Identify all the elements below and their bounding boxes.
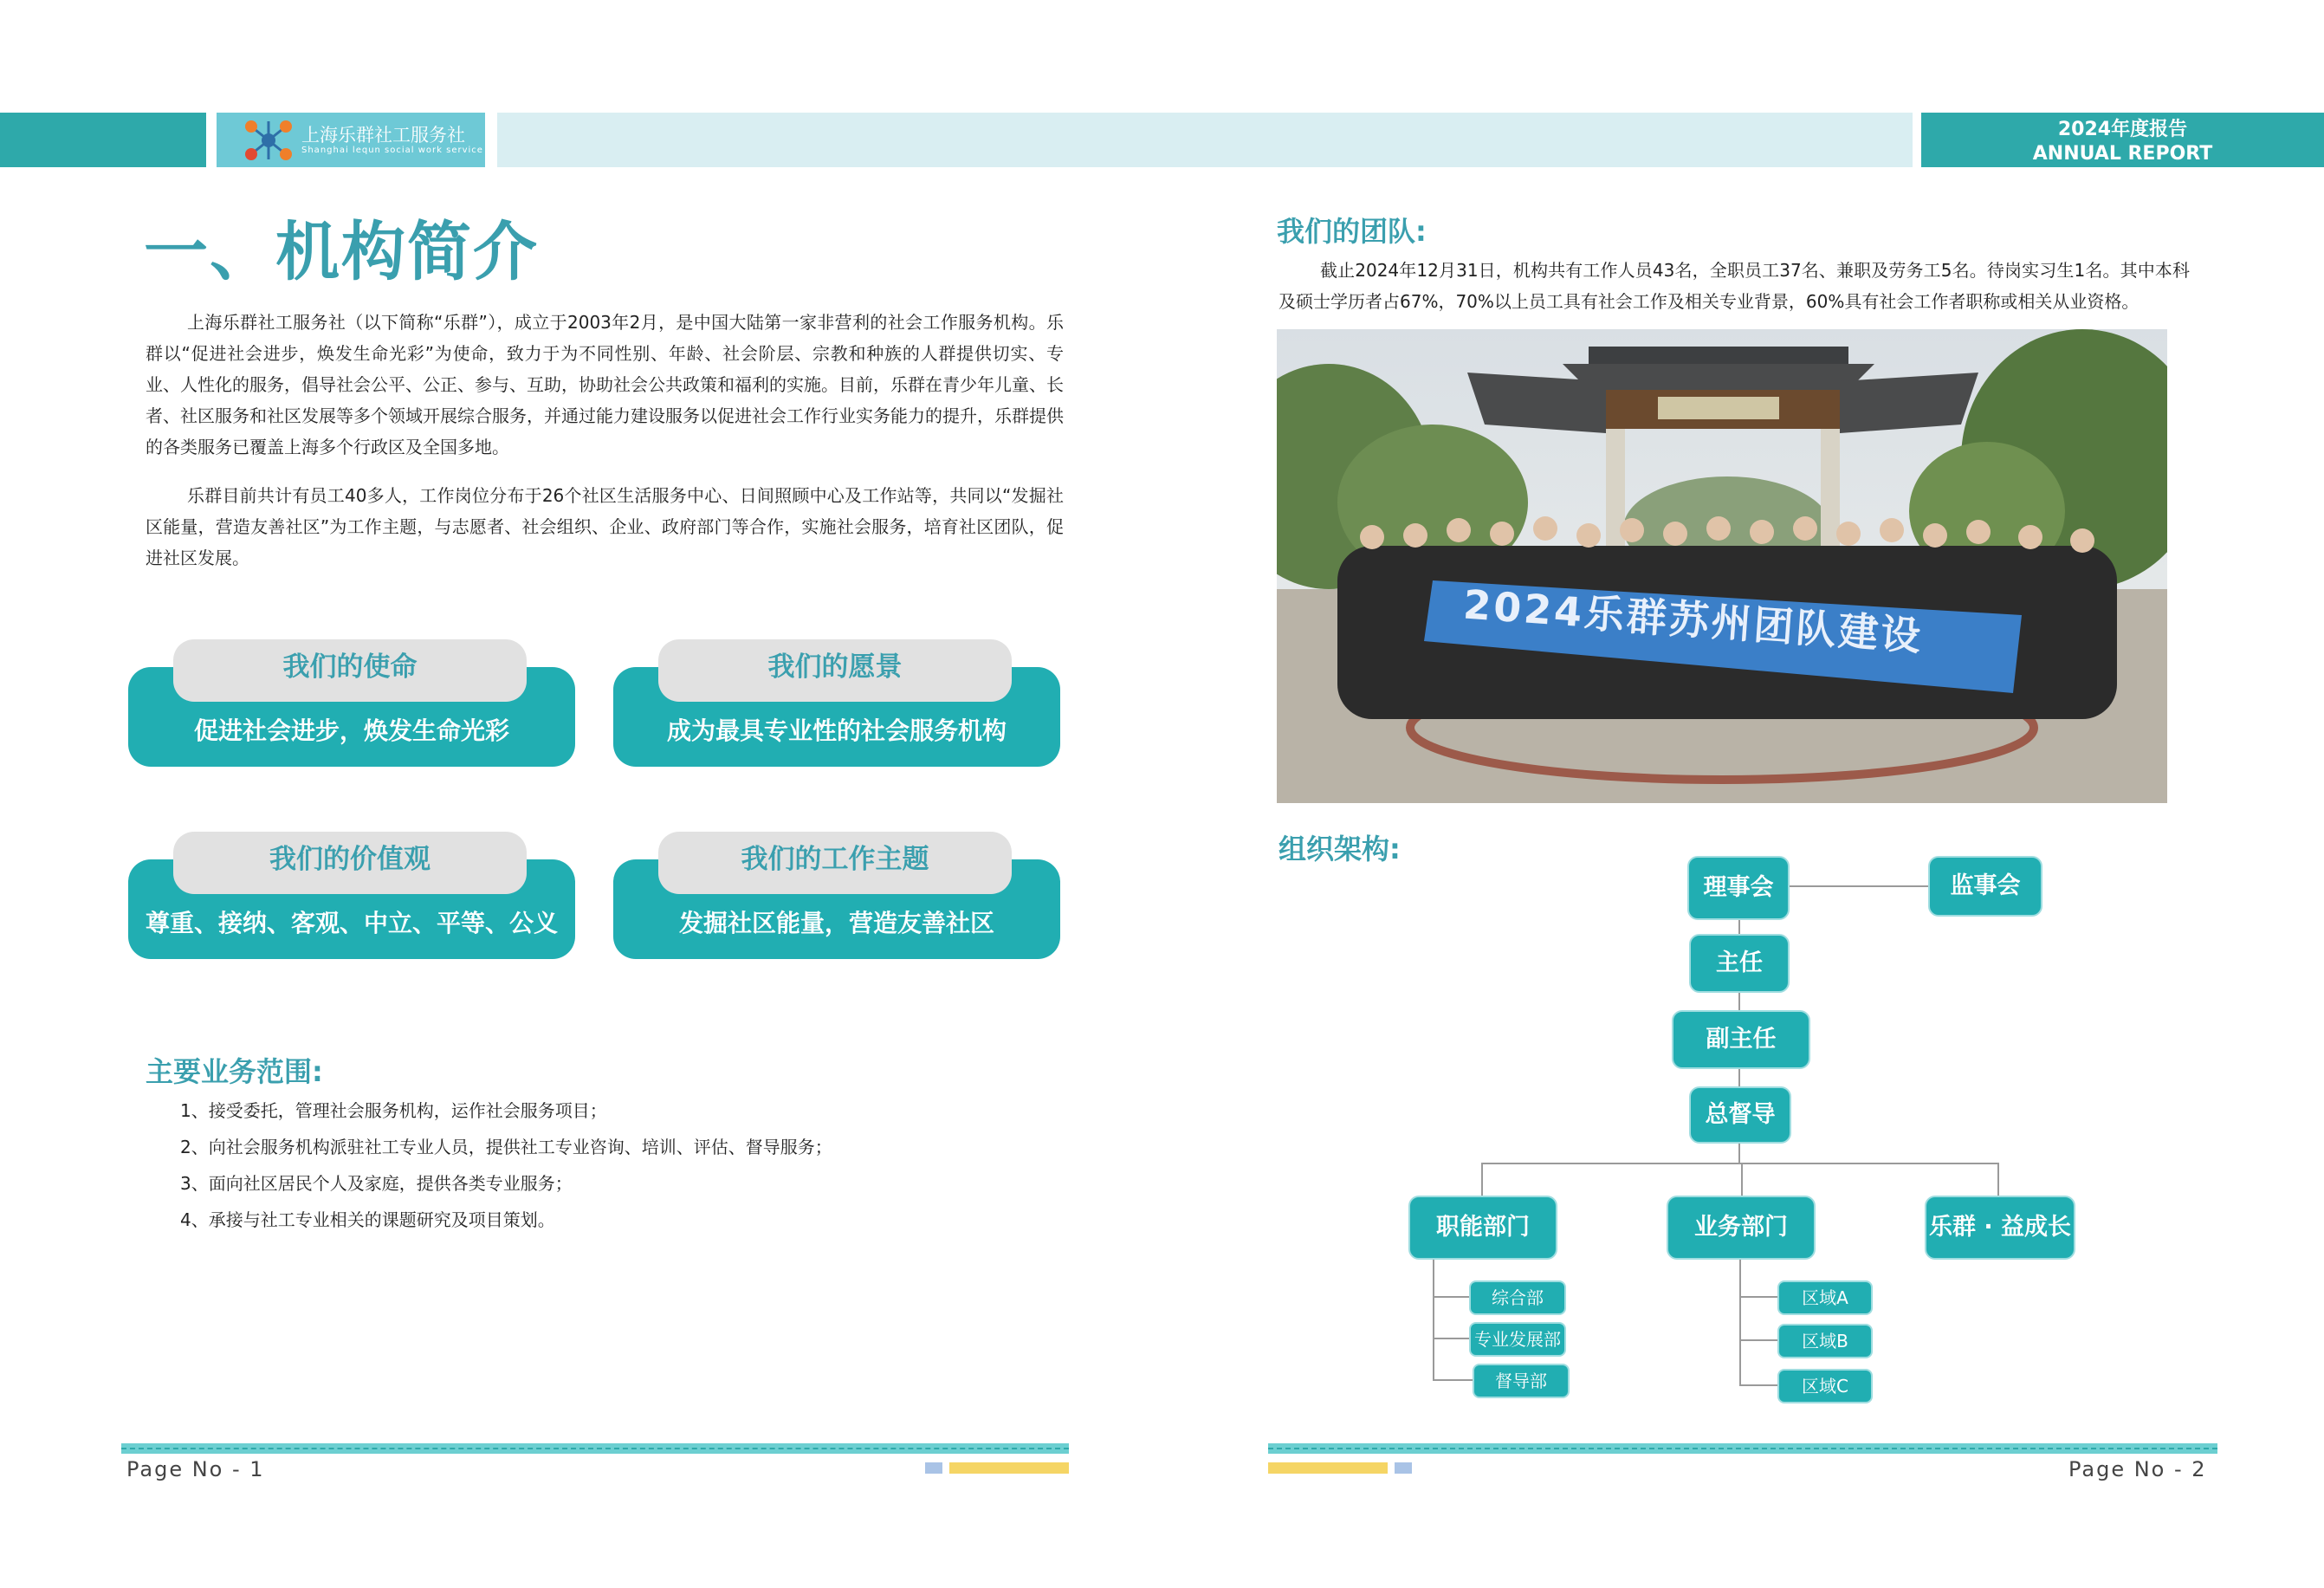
- footer-square-blue: [1395, 1462, 1412, 1474]
- intro-paragraph-1: 上海乐群社工服务社（以下简称“乐群”），成立于2003年2月，是中国大陆第一家非营利的社会工作服务机构。乐群以“促进社会进步，焕发生命光彩”为使命，致力于为不同性别、年龄、社会阶层、宗教和种族的人群提供切实、专业、人性化的服务，倡导社会公平、公正、参与、互助，协助社会公共政策和福利的实施。目前，乐群在青少年儿童、长者、社区服务和社区发展等多个领域开展综合服务，并通过能力建设服务以促进社会工作行业实务能力的提升，乐群提供的各类服务已覆盖上海多个行政区及全国多地。: [146, 312, 1064, 457]
- connector: [1739, 1384, 1779, 1386]
- connector: [1481, 1163, 1483, 1197]
- connector: [1790, 885, 1930, 887]
- logo-subtitle: Shanghai lequn social work service: [301, 146, 483, 155]
- org-sub-region-c: 区域C: [1777, 1369, 1873, 1403]
- report-badge: [1921, 113, 2324, 167]
- intro-paragraph-2: 乐群目前共计有员工40多人，工作岗位分布于26个社区生活服务中心、日间照顾中心及工作站等，共同以“发掘社区能量，营造友善社区”为工作主题，与志愿者、社会组织、企业、政府部门等合作，实施社会服务，培育社区团队，促进社区发展。: [146, 485, 1064, 568]
- connector: [1739, 1296, 1779, 1298]
- work-theme-title: 我们的工作主题: [658, 832, 1012, 894]
- org-sub-professional-dev: 专业发展部: [1469, 1322, 1566, 1357]
- report-title-en: ANNUAL REPORT: [2032, 143, 2213, 165]
- photo-banner-text: 2024乐群苏州团队建设: [1461, 580, 1926, 660]
- vision-title: 我们的愿景: [658, 639, 1012, 702]
- connector: [1433, 1338, 1473, 1339]
- logo-icon: [243, 118, 295, 163]
- org-sub-region-b: 区域B: [1777, 1324, 1873, 1358]
- org-deputy-director: 副主任: [1672, 1010, 1810, 1069]
- footer-square-blue: [925, 1462, 942, 1474]
- scope-item: 2、向社会服务机构派驻社工专业人员，提供社工专业咨询、培训、评估、督导服务；: [180, 1137, 832, 1157]
- org-director: 主任: [1689, 934, 1790, 993]
- org-chart-title: 组织架构:: [1279, 833, 1401, 865]
- org-business-dept: 业务部门: [1667, 1196, 1816, 1260]
- org-sub-general: 综合部: [1469, 1280, 1566, 1315]
- footer-bar-yellow: [1268, 1462, 1388, 1474]
- connector: [1741, 1163, 1743, 1197]
- logo-name: 上海乐群社工服务社: [301, 125, 465, 146]
- connector: [1997, 1163, 1999, 1197]
- footer-dashes-right: [1268, 1448, 2217, 1449]
- section-title: 一、机构简介: [144, 215, 539, 289]
- connector: [1433, 1379, 1473, 1381]
- scope-title: 主要业务范围:: [146, 1055, 323, 1088]
- org-sub-region-a: 区域A: [1777, 1280, 1873, 1315]
- team-photo: [1277, 329, 2167, 803]
- org-functional-dept: 职能部门: [1408, 1196, 1557, 1260]
- values-text: 尊重、接纳、客观、中立、平等、公义: [145, 909, 558, 937]
- connector: [1433, 1296, 1473, 1298]
- org-supervisors: 监事会: [1928, 856, 2042, 917]
- report-title-cn: 2024年度报告: [2057, 119, 2188, 140]
- page-number-left: Page No - 1: [126, 1457, 265, 1481]
- mission-title: 我们的使命: [173, 639, 527, 702]
- team-title: 我们的团队:: [1277, 215, 1427, 248]
- page-number-right: Page No - 2: [2068, 1457, 2207, 1481]
- org-lequn-yichengzhang: 乐群 · 益成长: [1925, 1196, 2075, 1260]
- footer-dashes-left: [121, 1448, 1069, 1449]
- header-logo-block: [217, 113, 485, 167]
- mission-text: 促进社会进步，焕发生命光彩: [193, 716, 509, 745]
- scope-item: 4、承接与社工专业相关的课题研究及项目策划。: [180, 1209, 555, 1230]
- org-chief-supervisor: 总督导: [1689, 1086, 1791, 1144]
- org-board: 理事会: [1687, 856, 1790, 920]
- header-accent-left: [0, 113, 206, 167]
- header-band: [497, 113, 1913, 167]
- team-paragraph: 截止2024年12月31日，机构共有工作人员43名，全职员工37名、兼职及劳务工5名。待岗实习生1名。其中本科及硕士学历者占67%，70%以上员工具有社会工作及相关专业背景，60%具有社会工作者职称或相关从业资格。: [1279, 260, 2190, 312]
- connector: [1481, 1163, 1999, 1164]
- scope-item: 1、接受委托，管理社会服务机构，运作社会服务项目；: [180, 1100, 607, 1121]
- org-sub-supervision: 督导部: [1473, 1364, 1570, 1398]
- scope-item: 3、面向社区居民个人及家庭，提供各类专业服务；: [180, 1173, 573, 1194]
- work-theme-text: 发掘社区能量，营造友善社区: [678, 909, 994, 937]
- values-title: 我们的价值观: [173, 832, 527, 894]
- connector: [1739, 1339, 1779, 1341]
- connector: [1433, 1256, 1434, 1380]
- footer-bar-yellow: [949, 1462, 1069, 1474]
- connector: [1739, 1256, 1741, 1386]
- vision-text: 成为最具专业性的社会服务机构: [666, 716, 1007, 745]
